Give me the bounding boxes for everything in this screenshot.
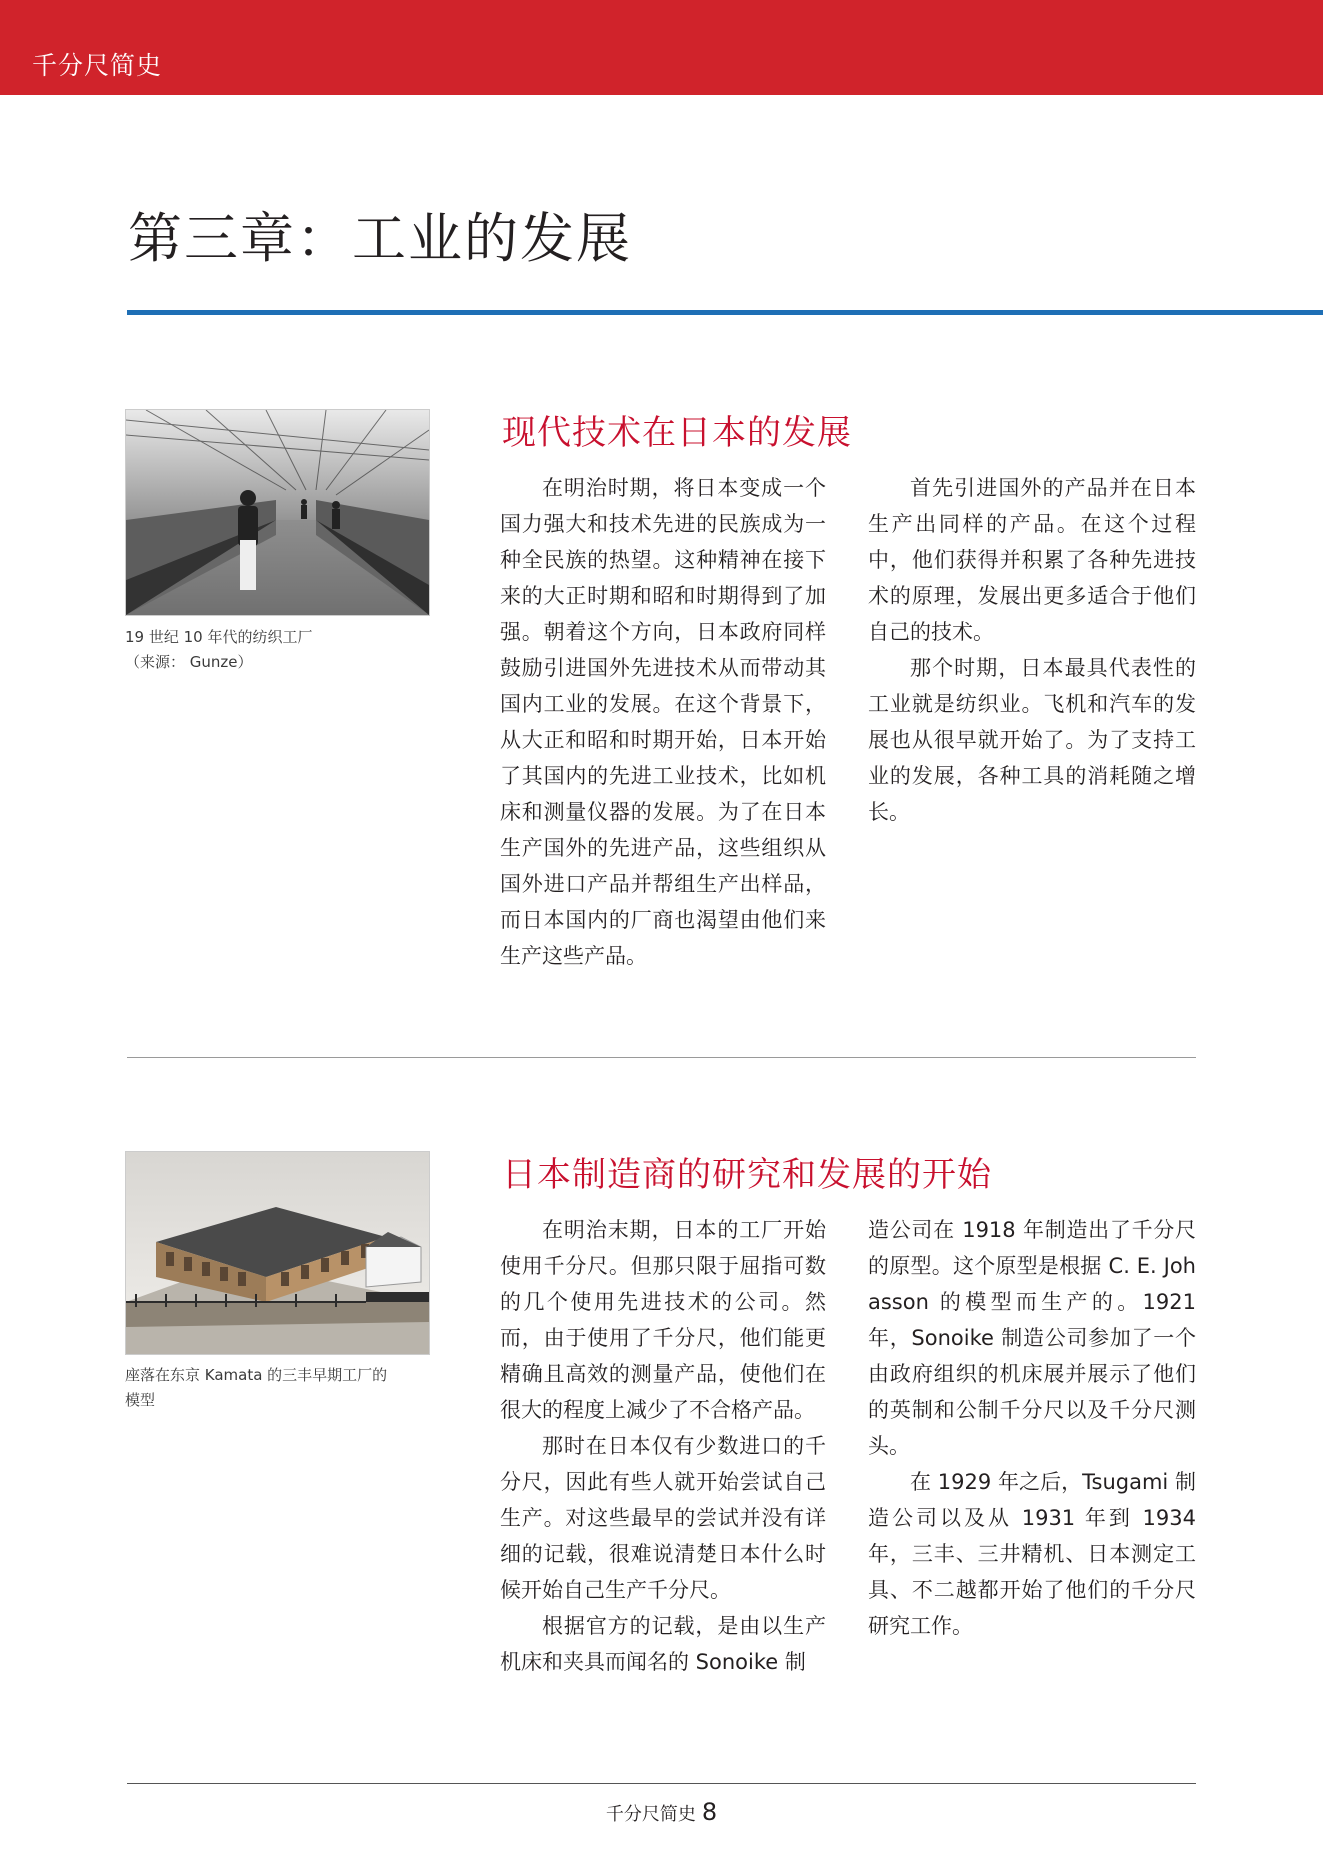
paragraph: 在 1929 年之后，Tsugami 制造公司以及从 1931 年到 1934 年，三丰、三井精机、日本测定工具、不二越都开始了他们的千分尺研究工作。: [868, 1470, 1196, 1638]
caption-line: 模型: [125, 1391, 156, 1409]
footer-label: 千分尺简史: [605, 1804, 696, 1825]
factory-model-photo: [125, 1151, 430, 1355]
section1-column-1: [500, 470, 826, 974]
paragraph: 那个时期，日本最具代表性的工业就是纺织业。飞机和汽车的发展也从很早就开始了。为了支持工业的发展，各种工具的消耗随之增长。: [868, 656, 1196, 824]
section-divider: [127, 1057, 1196, 1058]
section2-column-2: [868, 1212, 1196, 1644]
footer: [0, 1798, 1323, 1826]
paragraph: 造公司在 1918 年制造出了千分尺的原型。这个原型是根据 C. E. Johasson 的模型而生产的。1921 年，Sonoike 制造公司参加了一个由政府组织的机床展并展示了他们的英制和公制千分尺以及千分尺测头。: [868, 1218, 1196, 1458]
page-number: 8: [701, 1798, 718, 1826]
photo-caption-1: [125, 625, 445, 675]
footer-rule: [127, 1783, 1196, 1784]
section2-column-1: [500, 1212, 826, 1680]
header-title: 千分尺简史: [32, 51, 163, 80]
section1-column-2: [868, 470, 1196, 830]
title-rule: [127, 310, 1323, 315]
paragraph: 根据官方的记载，是由以生产机床和夹具而闻名的 Sonoike 制: [500, 1614, 826, 1674]
photo-caption-2: [125, 1363, 455, 1413]
chapter-title: 第三章：工业的发展: [128, 207, 632, 270]
caption-line: 座落在东京 Kamata 的三丰早期工厂的: [125, 1366, 388, 1384]
textile-factory-photo: [125, 409, 430, 616]
paragraph: 那时在日本仅有少数进口的千分尺，因此有些人就开始尝试自己生产。对这些最早的尝试并没有详细的记载，很难说清楚日本什么时候开始自己生产千分尺。: [500, 1434, 826, 1602]
paragraph: 在明治时期，将日本变成一个国力强大和技术先进的民族成为一种全民族的热望。这种精神在接下来的大正时期和昭和时期得到了加强。朝着这个方向，日本政府同样鼓励引进国外先进技术从而带动其国内工业的发展。在这个背景下，从大正和昭和时期开始，日本开始了其国内的先进工业技术，比如机床和测量仪器的发展。为了在日本生产国外的先进产品，这些组织从国外进口产品并帮组生产出样品，而日本国内的厂商也渴望由他们来生产这些产品。: [500, 476, 826, 968]
section-heading-2: 日本制造商的研究和发展的开始: [502, 1155, 992, 1195]
caption-line: 19 世纪 10 年代的纺织工厂: [125, 628, 313, 646]
paragraph: 在明治末期，日本的工厂开始使用千分尺。但那只限于屈指可数的几个使用先进技术的公司。然而，由于使用了千分尺，他们能更精确且高效的测量产品，使他们在很大的程度上减少了不合格产品。: [500, 1218, 826, 1422]
caption-line: （来源： Gunze）: [125, 653, 253, 671]
header-bar: [0, 0, 1323, 95]
section-heading-1: 现代技术在日本的发展: [502, 413, 852, 453]
paragraph: 首先引进国外的产品并在日本生产出同样的产品。在这个过程中，他们获得并积累了各种先进技术的原理，发展出更多适合于他们自己的技术。: [868, 476, 1196, 644]
